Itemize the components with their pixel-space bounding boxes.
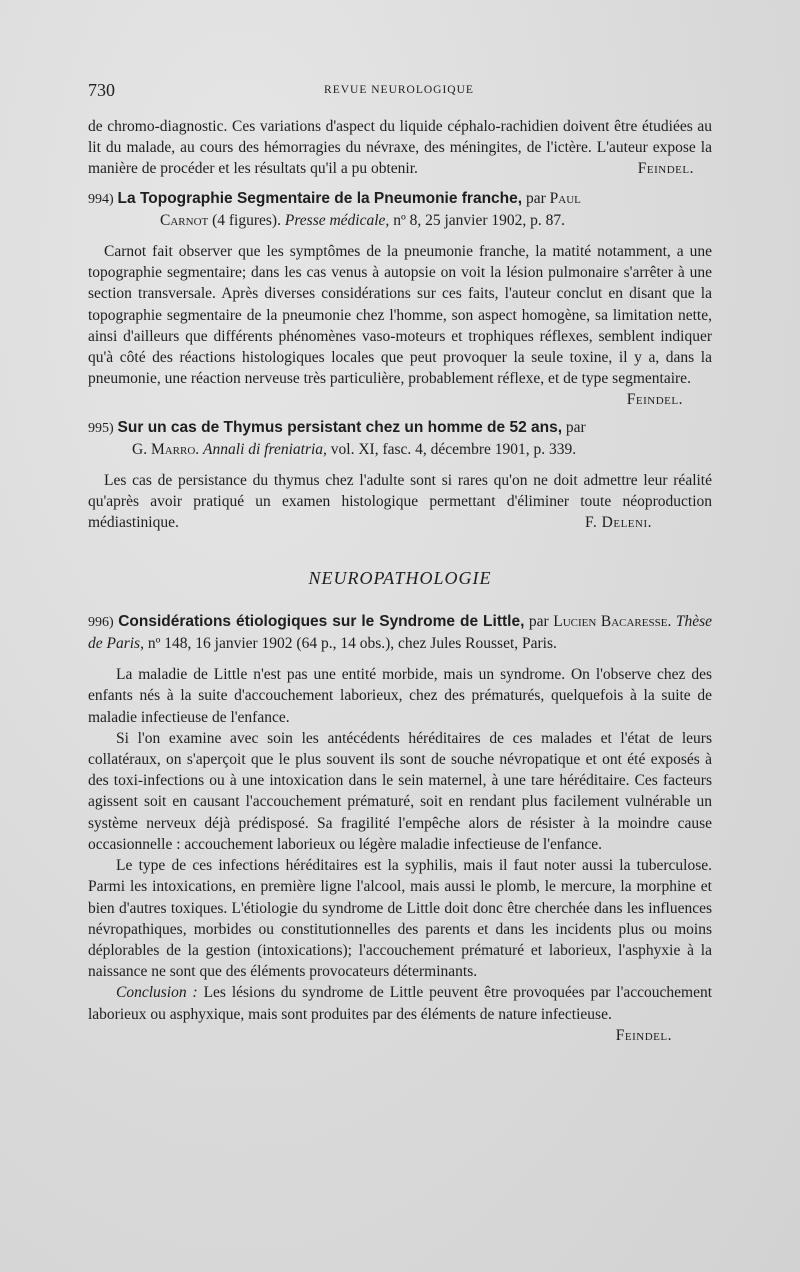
entry-title: La Topographie Segmentaire de la Pneumonie franche, xyxy=(117,189,523,207)
entry-995-paragraph: Les cas de persistance du thymus chez l'adulte sont si rares qu'on ne doit admettre leur réalité qu'après avoir pratiqué un examen histologique permettant d'éliminer toute néoproduction médiastinique. xyxy=(88,472,712,532)
figures-note: (4 figures). xyxy=(212,211,281,229)
author: G. Marro. xyxy=(132,440,200,458)
signature: Feindel. xyxy=(626,391,683,409)
entry-title: Sur un cas de Thymus persistant chez un homme de 52 ans, xyxy=(117,418,563,436)
signature: Feindel. xyxy=(615,1026,672,1044)
thesis-name: Thèse de Paris, xyxy=(88,612,713,653)
entry-994-signature-line xyxy=(88,389,712,410)
author-first-name: Paul xyxy=(549,189,581,207)
entry-996-conclusion xyxy=(88,982,712,1046)
by-word: par xyxy=(528,612,549,630)
entry-995-body xyxy=(88,470,712,534)
signature: Feindel. xyxy=(637,160,694,178)
by-word: par xyxy=(525,189,546,207)
conclusion-label: Conclusion : xyxy=(116,984,198,1002)
signature: F. Deleni. xyxy=(585,514,652,532)
entry-996-paragraph-3: Le type de ces infections héréditaires est la syphilis, mais il faut noter aussi la tuberculose. Parmi les intoxications, en première ligne l'alcool, mais aussi le plomb, le mercure, la morphine et bien d'autres toxiques. L'étiologie du syndrome de Little doit donc être cherchée dans les influences névropathiques, morbides ou constitutionnelles des parents et dans les incidents plus ou moins déplorables de la gestion (intoxications); l'accouchement prématuré et laborieux, l'asphyxie à la naissance ne sont que des éléments provocateurs déterminants. xyxy=(88,857,712,981)
entry-994-reference xyxy=(88,210,712,231)
entry-number: 995) xyxy=(88,420,114,436)
entry-996-paragraph-2: Si l'on examine avec soin les antécédents héréditaires de ces malades et l'état de leurs collatéraux, on s'aperçoit que le plus souvent ils sont de souche névropatique et ont été exposés à des toxi-infections ou à une intoxication dans le sein maternel, à une tare héréditaire. Ces facteurs agissent soit en causant l'accouchement prématuré, soit en rendant plus facilement vulnérable un système nerveux déjà prédisposé. Sa fragilité l'empêche alors de résister à la moindre cause occasionnelle : accouchement laborieux ou légère maladie infectieuse de l'enfance. xyxy=(88,729,712,853)
entry-994-heading xyxy=(88,188,712,210)
citation: nº 8, 25 janvier 1902, p. 87. xyxy=(393,211,566,229)
prev-entry-paragraph: de chromo-diagnostic. Ces variations d'aspect du liquide céphalo-rachidien doivent être étudiées au lit du malade, au cours des hémorragies du névraxe, des méningites, de l'ictère. L'auteur expose la manière de procéder et les résultats qu'il a pu obtenir. xyxy=(88,118,712,178)
entry-995-heading xyxy=(88,417,712,439)
author-last-name: Carnot xyxy=(160,211,209,229)
running-head xyxy=(88,80,710,102)
entry-994-body: Carnot fait observer que les symptômes de la pneumonie franche, la matité notamment, a une topographie segmentaire; dans les cas venus à autopsie on voit la lésion pulmonaire s'arrêter à une section transversale. Après diverses considérations sur ces faits, l'auteur conclut en disant que la topographie segmentaire de la pneumonie chez l'homme, son aspect homogène, sa limitation nette, ainsi d'ailleurs que différents phénomènes vaso-moteurs et trophiques réflexes, semblent indiquer qu'à côté des réactions histologiques locales que peut provoquer la seule toxine, il y a, dans la pneumonie, une réaction nerveuse très particulière, probablement réflexe, et de type segmentaire. xyxy=(88,243,712,388)
entry-number: 996) xyxy=(88,614,114,630)
citation: vol. XI, fasc. 4, décembre 1901, p. 339. xyxy=(330,440,577,458)
journal-name: Presse médicale, xyxy=(284,211,390,229)
conclusion-text: Les lésions du syndrome de Little peuvent être provoquées par l'accouchement laborieux ou asphyxique, mais sont produites par des éléments de nature infectieuse. xyxy=(88,984,713,1023)
citation: nº 148, 16 janvier 1902 (64 p., 14 obs.), chez Jules Rousset, Paris. xyxy=(147,635,557,653)
entry-996-heading xyxy=(88,611,712,654)
section-title: NEUROPATHOLOGIE xyxy=(308,567,492,588)
entry-996-paragraph-1: La maladie de Little n'est pas une entité morbide, mais un syndrome. On l'observe chez des enfants nés à la suite d'accouchement laborieux, chez des prématurés, quelquefois à la suite de maladie infectieuse de l'enfance. xyxy=(88,666,712,726)
entry-title: Considérations étiologiques sur le Syndrome de Little, xyxy=(118,612,525,630)
page-number: 730 xyxy=(88,80,115,100)
prev-entry-text xyxy=(88,116,712,180)
page-body xyxy=(88,116,712,1046)
journal-name: Annali di freniatria, xyxy=(203,440,327,458)
author: Lucien Bacaresse. xyxy=(553,612,672,630)
entry-number: 994) xyxy=(88,191,114,207)
by-word: par xyxy=(565,418,586,436)
journal-title: REVUE NEUROLOGIQUE xyxy=(324,84,474,96)
entry-995-reference xyxy=(88,439,712,460)
